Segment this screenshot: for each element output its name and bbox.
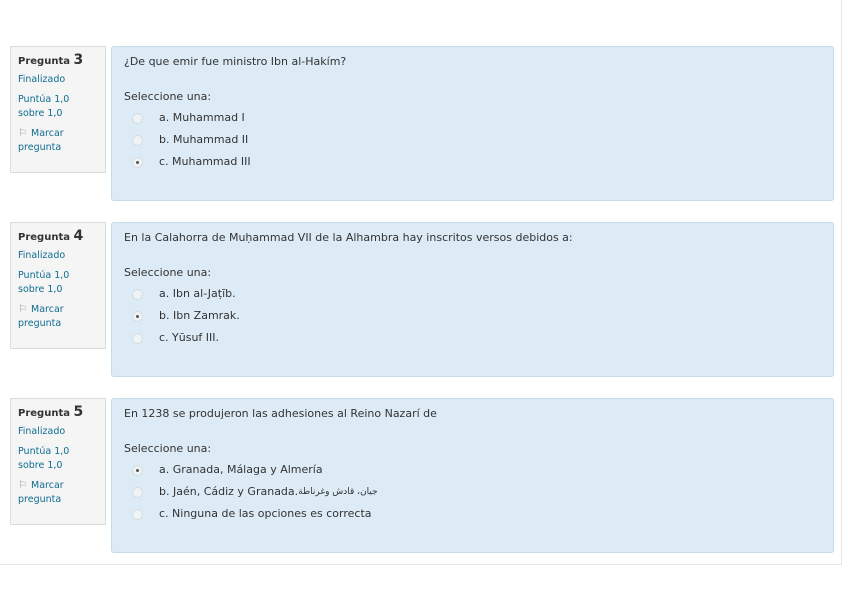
question-number: 3 [73,52,84,68]
question-number: 4 [73,228,84,244]
radio-button[interactable] [132,135,143,146]
answer-label: a. Ibn al-Jaṭīb. [159,287,236,300]
question-grade: Puntúa 1,0 sobre 1,0 [18,446,70,471]
question-label: Pregunta [18,408,70,419]
question-label: Pregunta [18,232,70,243]
question-number-heading [18,53,98,69]
radio-button-checked[interactable] [132,465,143,476]
question-text: En 1238 se produjeron las adhesiones al Reino Nazarí de [124,407,437,420]
question-number: 5 [73,404,84,420]
question-grade: Puntúa 1,0 sobre 1,0 [18,270,70,295]
answer-option[interactable] [124,503,821,525]
question-content [111,46,834,201]
question-3 [10,46,834,201]
answer-options [124,459,821,525]
answer-options [124,283,821,349]
flag-question-link[interactable] [18,479,98,507]
answer-prompt: Seleccione una: [124,90,212,103]
question-number-heading [18,229,98,245]
question-state: Finalizado [18,74,66,85]
question-label: Pregunta [18,56,70,67]
answer-label: b. Muhammad II [159,133,249,146]
flag-question-link[interactable] [18,303,98,331]
question-4 [10,222,834,377]
answer-option[interactable] [124,481,821,503]
question-text: ¿De que emir fue ministro Ibn al-Hakím? [124,55,347,68]
answer-label: c. Ninguna de las opciones es correcta [159,507,372,520]
answer-option[interactable] [124,151,821,173]
question-info [10,46,106,173]
radio-button[interactable] [132,487,143,498]
question-state: Finalizado [18,426,66,437]
question-info [10,398,106,525]
question-content [111,222,834,377]
radio-button-checked[interactable] [132,157,143,168]
question-content [111,398,834,553]
answer-prompt: Seleccione una: [124,442,212,455]
answer-option[interactable] [124,327,821,349]
question-grade: Puntúa 1,0 sobre 1,0 [18,94,70,119]
flag-icon: ⚐ [18,304,27,315]
answer-label: a. Granada, Málaga y Almería [159,463,323,476]
question-5 [10,398,834,553]
radio-button[interactable] [132,509,143,520]
flag-label: Marcar pregunta [18,480,64,505]
answer-label: a. Muhammad I [159,111,245,124]
answer-option[interactable] [124,107,821,129]
answer-option[interactable] [124,129,821,151]
question-number-heading [18,405,98,421]
answer-label: b. Ibn Zamrak. [159,309,240,322]
radio-button-checked[interactable] [132,311,143,322]
radio-button[interactable] [132,113,143,124]
radio-button[interactable] [132,289,143,300]
flag-icon: ⚐ [18,480,27,491]
answer-options [124,107,821,173]
answer-prompt: Seleccione una: [124,266,212,279]
flag-icon: ⚐ [18,128,27,139]
question-info [10,222,106,349]
answer-label: c. Yūsuf III. [159,331,220,344]
question-state: Finalizado [18,250,66,261]
question-text: En la Calahorra de Muḥammad VII de la Alhambra hay inscritos versos debidos a: [124,231,573,244]
radio-button[interactable] [132,333,143,344]
answer-arabic-text: جيان، قادش وغرناطة [298,487,378,497]
flag-label: Marcar pregunta [18,128,64,153]
answer-option[interactable] [124,283,821,305]
answer-option[interactable] [124,305,821,327]
answer-label: c. Muhammad III [159,155,251,168]
answer-label: b. Jaén, Cádiz y Granada. [159,485,299,498]
answer-option[interactable] [124,459,821,481]
flag-label: Marcar pregunta [18,304,64,329]
flag-question-link[interactable] [18,127,98,155]
